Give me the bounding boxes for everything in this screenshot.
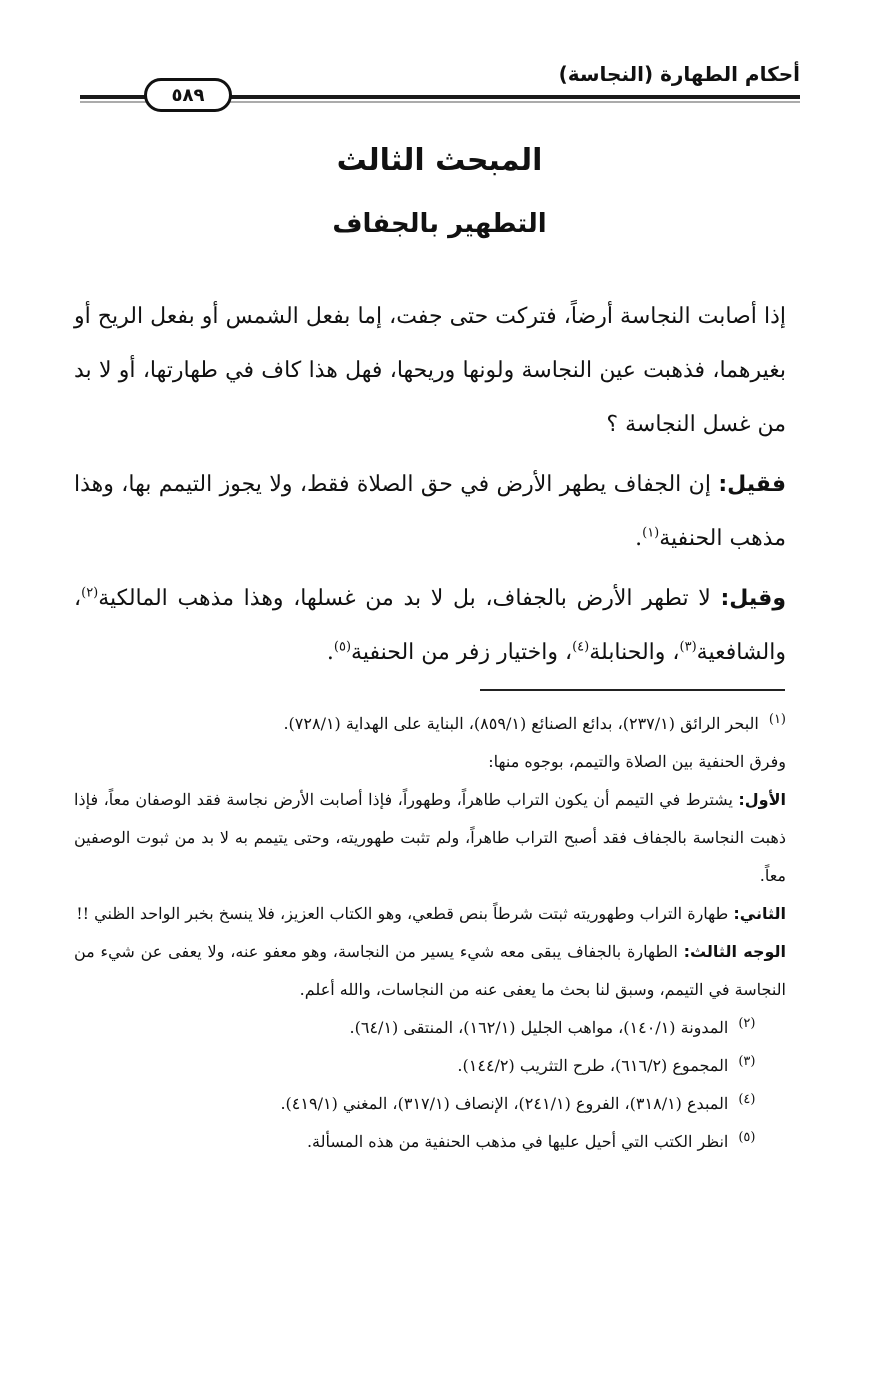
footnote-ref: (١) (642, 525, 660, 541)
opinion-text: ، واختيار زفر من الحنفية (351, 640, 573, 665)
footnote-1-point-first (74, 781, 786, 895)
footnote-number: (٥) (738, 1129, 756, 1145)
footnote-1-continued: وفرق الحنفية بين الصلاة والتيمم، بوجوه منها: (488, 752, 786, 771)
footnote-1 (74, 705, 786, 743)
main-text (74, 290, 786, 680)
paragraph-second-opinion: وقيل: لا تطهر الأرض بالجفاف، بل لا بد من غسلها، وهذا مذهب المالكية$^{(٢)}$، والشافعية$^{(٣)}$، والحنابلة$^{(٤)}$، واختيار زفر من الحنفية$^{(٥)}$. (74, 585, 786, 665)
footnote-number: (٤) (738, 1091, 756, 1107)
point-text: الطهارة بالجفاف يبقى معه شيء يسير من النجاسة، وهو معفو عنه، ولا يعفى عن شيء من النجاسة في التيمم، وسبق لنا بحث ما يعفى عنه من النجاسات، والله أعلم. (74, 942, 786, 999)
footnote-1-point-third (74, 933, 786, 1009)
footnote-number: (٢) (738, 1015, 756, 1031)
page-number-badge: ٥٨٩ (144, 78, 232, 112)
opinion-text: إن الجفاف يطهر الأرض في حق الصلاة فقط، ولا يجوز التيمم بها، وهذا مذهب الحنفية (74, 472, 786, 551)
footnote-number: (١) (768, 711, 786, 727)
footnote-text: انظر الكتب التي أحيل عليها في مذهب الحنفية من هذه المسألة. (306, 1132, 729, 1151)
paragraph-first-opinion: فقيل: إن الجفاف يطهر الأرض في حق الصلاة فقط، ولا يجوز التيمم بها، وهذا مذهب الحنفية$^{(١)}$. (74, 472, 786, 551)
footnote-ref: (٤) (572, 639, 590, 655)
footnote-text: المجموع (٦١٦/٢)، طرح التثريب (١٤٤/٢). (457, 1056, 729, 1075)
opinion-lead: وقيل: (720, 586, 786, 611)
footnote-ref: (٢) (81, 585, 99, 601)
running-title: أحكام الطهارة (النجاسة) (558, 62, 800, 86)
opinion-lead: فقيل: (718, 472, 786, 497)
page-header (80, 60, 800, 105)
point-lead: الوجه الثالث: (683, 942, 786, 961)
footnote-text: البحر الرائق (٢٣٧/١)، بدائع الصنائع (٨٥٩/١)، البناية على الهداية (٧٢٨/١). (283, 714, 759, 733)
footnote-3 (74, 1047, 786, 1085)
point-text: طهارة التراب وطهوريته ثبتت شرطاً بنص قطعي، وهو الكتاب العزيز، فلا ينسخ بخبر الواحد الظني !! (76, 904, 734, 923)
section-subtitle: التطهير بالجفاف (332, 209, 547, 239)
footnote-text: المبدع (٣١٨/١)، الفروع (٢٤١/١)، الإنصاف (٣١٧/١)، المغني (٤١٩/١). (280, 1094, 729, 1113)
section-title: المبحث الثالث (336, 143, 543, 178)
point-text: يشترط في التيمم أن يكون التراب طاهراً، وطهوراً، فإذا أصابت الأرض نجاسة فقد الوصفان معاً، فإذا ذهبت النجاسة بالجفاف فقد أصبح التراب طاهراً، ولم تثبت طهوريته، وحتى يتيمم به لا بد من ثبوت الوصفين معاً. (74, 790, 786, 885)
footnote-ref: (٣) (679, 639, 697, 655)
point-lead: الثاني: (733, 904, 786, 923)
footnote-1-point-second (74, 895, 786, 933)
opinion-text: لا تطهر الأرض بالجفاف، بل لا بد من غسلها، وهذا مذهب المالكية (98, 586, 721, 611)
footnote-divider (480, 689, 785, 691)
opinion-text: ، والشافعية (74, 586, 786, 665)
footnote-4 (74, 1085, 786, 1123)
paragraph-question: إذا أصابت النجاسة أرضاً، فتركت حتى جفت، إما بفعل الشمس أو بفعل الريح أو بغيرهما، فذهبت عين النجاسة ولونها وريحها، فهل هذا كاف في طهارتها، أو لا بد من غسل النجاسة ؟ (74, 304, 786, 437)
footnote-5 (74, 1123, 786, 1161)
footnote-number: (٣) (738, 1053, 756, 1069)
footnotes (74, 705, 786, 1161)
opinion-text: ، والحنابلة (589, 640, 680, 665)
footnote-text: المدونة (١٤٠/١)، مواهب الجليل (١٦٢/١)، المنتقى (٦٤/١). (349, 1018, 729, 1037)
point-lead: الأول: (738, 790, 786, 809)
footnote-ref: (٥) (333, 639, 352, 655)
footnote-2 (74, 1009, 786, 1047)
